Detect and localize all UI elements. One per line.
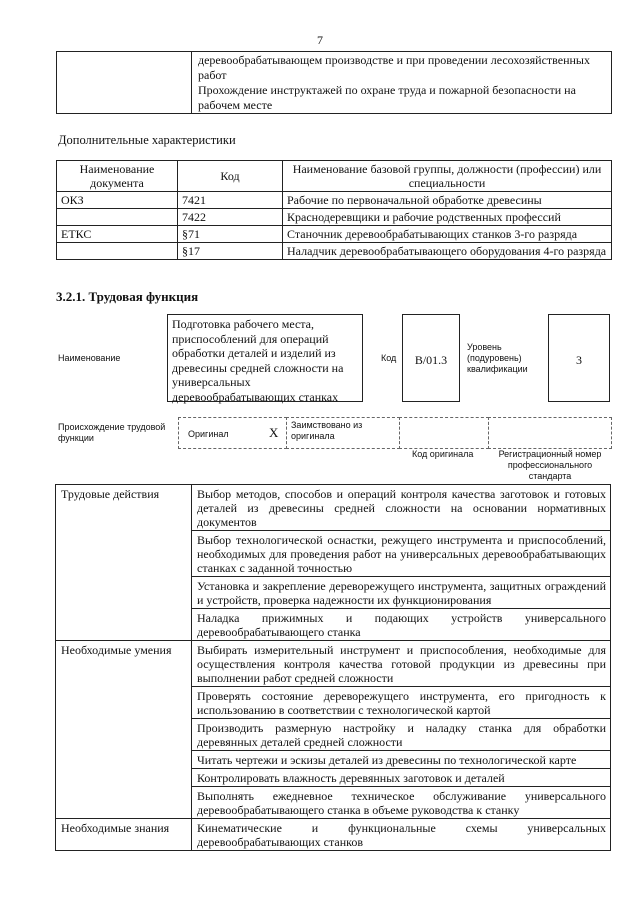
table-row: Установка и закрепление дереворежущего инструмента, защитных ограждений и устройств, проверка надежности их функционирования bbox=[56, 577, 611, 609]
table-row: Читать чертежи и эскизы деталей из древесины по технологической карте bbox=[56, 751, 611, 769]
continuation-table bbox=[56, 51, 612, 114]
table-row: Выполнять ежедневное техническое обслуживание универсального деревообрабатывающего станка в объеме руководства к станку bbox=[56, 787, 611, 819]
original-label: Оригинал bbox=[188, 429, 229, 439]
table-cell: деревообрабатывающем производстве и при проведении лесохозяйственных работ Прохождение инструктажей по охране труда и пожарной безопасности на рабочем месте bbox=[192, 52, 612, 114]
borrowed-label: Заимствовано из оригинала bbox=[291, 420, 363, 441]
function-name-box: Подготовка рабочего места, приспособлений для операций обработки деталей и изделий из древесины средней сложности на универсальных деревообрабатывающих станках bbox=[167, 314, 363, 402]
additional-characteristics-title: Дополнительные характеристики bbox=[58, 133, 236, 147]
section-cell: Необходимые знания bbox=[56, 819, 192, 851]
code-box: B/01.3 bbox=[402, 314, 460, 402]
section-title: 3.2.1. Трудовая функция bbox=[56, 289, 199, 304]
section-cell: Необходимые умения bbox=[56, 641, 192, 819]
table-row: Наладка прижимных и подающих устройств универсального деревообрабатывающего станка bbox=[56, 609, 611, 641]
table-row: Контролировать влажность деревянных заготовок и деталей bbox=[56, 769, 611, 787]
code-original-cell bbox=[399, 417, 489, 449]
table-row: Проверять состояние дереворежущего инструмента, его пригодность к использованию в соответствии с технологической картой bbox=[56, 687, 611, 719]
function-details-table bbox=[55, 484, 611, 851]
column-header: Наименование базовой группы, должности (профессии) или специальности bbox=[283, 161, 612, 192]
section-cell: Трудовые действия bbox=[56, 485, 192, 641]
table-header-row bbox=[57, 161, 612, 192]
level-box: 3 bbox=[548, 314, 610, 402]
table-row bbox=[57, 52, 612, 114]
code-label: Код bbox=[381, 353, 397, 363]
table-row: ОКЗ 7421 Рабочие по первоначальной обработке древесины bbox=[57, 192, 612, 209]
characteristics-table bbox=[56, 160, 612, 260]
table-row: ЕТКС §71 Станочник деревообрабатывающих станков 3-го разряда bbox=[57, 226, 612, 243]
reg-number-label: Регистрационный номер профессионального стандарта bbox=[498, 449, 602, 481]
table-row: Необходимые знания Кинематические и функциональные схемы универсальных деревообрабатывающих станков bbox=[56, 819, 611, 851]
table-row: §17 Наладчик деревообрабатывающего оборудования 4-го разряда bbox=[57, 243, 612, 260]
column-header: Код bbox=[178, 161, 283, 192]
level-label: Уровень (подуровень) квалификации bbox=[467, 342, 528, 374]
reg-number-cell bbox=[488, 417, 612, 449]
code-original-label: Код оригинала bbox=[412, 449, 474, 459]
table-row: 7422 Краснодеревщики и рабочие родственных профессий bbox=[57, 209, 612, 226]
table-row: Выбор технологической оснастки, режущего инструмента и приспособлений, необходимых для проведения работ на универсальных деревообрабатывающих станках с заданной точностью bbox=[56, 531, 611, 577]
table-row: Необходимые умения Выбирать измерительный инструмент и приспособления, необходимые для осуществления контроля качества готовой продукции из древесины при выполнении работ средней сложности bbox=[56, 641, 611, 687]
name-label: Наименование bbox=[58, 353, 121, 363]
original-mark: X bbox=[269, 425, 279, 440]
table-row: Трудовые действия Выбор методов, способов и операций контроля качества заготовок и готовых деталей из древесины средней сложности на основании нормативных документов bbox=[56, 485, 611, 531]
page-number: 7 bbox=[317, 33, 323, 47]
origin-label: Происхождение трудовой функции bbox=[58, 422, 166, 443]
column-header: Наименование документа bbox=[57, 161, 178, 192]
table-row: Производить размерную настройку и наладку станка для обработки деревянных деталей средней сложности bbox=[56, 719, 611, 751]
